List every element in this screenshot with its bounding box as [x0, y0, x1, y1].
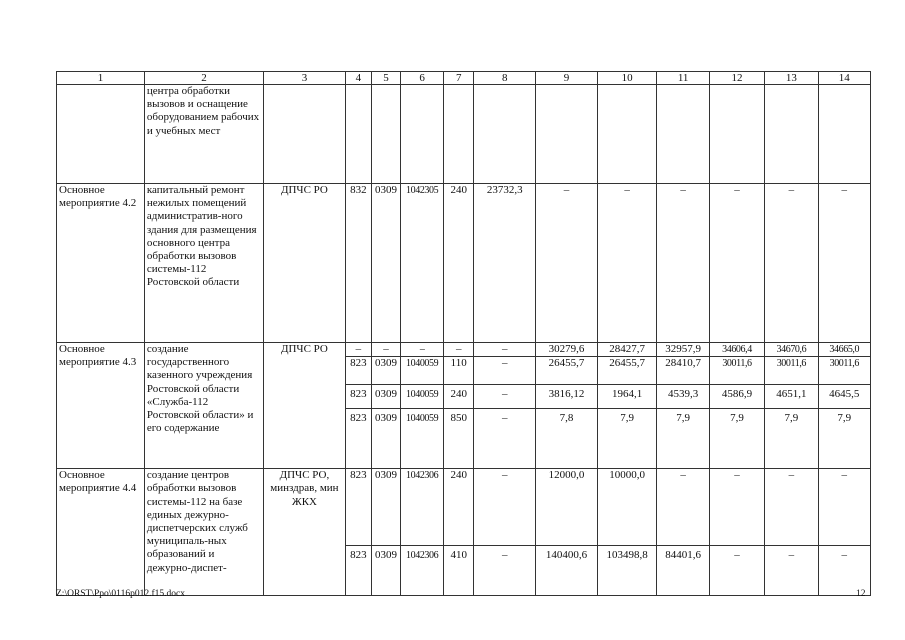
header-cell: 3 — [264, 72, 346, 85]
header-cell: 12 — [709, 72, 764, 85]
header-cell: 6 — [401, 72, 444, 85]
cell: 140400,6 — [536, 546, 598, 596]
cell: 823 — [345, 546, 371, 596]
header-cell: 7 — [444, 72, 474, 85]
document-path: Z:\ORST\Ppo\0116p012.f15.docx — [56, 589, 185, 599]
cell: 7,9 — [818, 409, 870, 469]
cell: – — [401, 343, 444, 357]
cell: 30011,6 — [709, 357, 764, 385]
cell: 1042305 — [401, 184, 444, 343]
table-row — [57, 469, 871, 546]
measure-description: создание центров обработки вызовов системы-112 на базе единых дежурно-диспетчерских служб муниципаль-ных образований и дежурно-диспет- — [144, 469, 263, 596]
cell: 30011,6 — [818, 357, 870, 385]
cell: 1040059 — [401, 409, 444, 469]
cell: 240 — [444, 469, 474, 546]
cell: 4539,3 — [657, 385, 709, 409]
cell: 4586,9 — [709, 385, 764, 409]
cell: 0309 — [371, 546, 400, 596]
cell: 26455,7 — [536, 357, 598, 385]
cell: – — [765, 546, 818, 596]
cell: 110 — [444, 357, 474, 385]
cell: 84401,6 — [657, 546, 709, 596]
cell: – — [818, 546, 870, 596]
cell: – — [709, 546, 764, 596]
cell: 240 — [444, 385, 474, 409]
header-cell: 5 — [371, 72, 400, 85]
cell: 26455,7 — [597, 357, 657, 385]
cell: 1040059 — [401, 385, 444, 409]
cell: 1042306 — [401, 469, 444, 546]
cell: 240 — [444, 184, 474, 343]
cell: 1042306 — [401, 546, 444, 596]
cell: 823 — [345, 385, 371, 409]
header-cell: 2 — [144, 72, 263, 85]
cell: – — [474, 357, 536, 385]
cell: – — [474, 343, 536, 357]
cell: 32957,9 — [657, 343, 709, 357]
header-cell: 1 — [57, 72, 145, 85]
executor: ДПЧС РО — [264, 343, 346, 469]
cell: 0309 — [371, 385, 400, 409]
cell: – — [474, 469, 536, 546]
cell: 823 — [345, 409, 371, 469]
cell: 34665,0 — [818, 343, 870, 357]
measure-name: Основное мероприятие 4.4 — [57, 469, 145, 596]
cell: 850 — [444, 409, 474, 469]
table-row — [57, 343, 871, 357]
cell: – — [709, 469, 764, 546]
cell: – — [765, 469, 818, 546]
measure-description: создание государственного казенного учреждения Ростовской области «Служба-112 Ростовской области» и его содержание — [144, 343, 263, 469]
header-cell: 9 — [536, 72, 598, 85]
cell: 23732,3 — [474, 184, 536, 343]
cell: – — [474, 409, 536, 469]
cell: 1040059 — [401, 357, 444, 385]
executor: ДПЧС РО, минздрав, мин ЖКХ — [264, 469, 346, 596]
cell: 823 — [345, 357, 371, 385]
cell: 0309 — [371, 409, 400, 469]
budget-table — [56, 71, 871, 596]
cell: – — [657, 184, 709, 343]
header-cell: 10 — [597, 72, 657, 85]
header-cell: 8 — [474, 72, 536, 85]
table-row — [57, 184, 871, 343]
cell: 0309 — [371, 469, 400, 546]
cell: 4651,1 — [765, 385, 818, 409]
measure-description: центра обработки вызовов и оснащение оборудованием рабочих и учебных мест — [144, 85, 263, 184]
cell: 832 — [345, 184, 371, 343]
cell: 0309 — [371, 357, 400, 385]
cell: 30279,6 — [536, 343, 598, 357]
cell: – — [818, 184, 870, 343]
cell: – — [597, 184, 657, 343]
cell: 7,8 — [536, 409, 598, 469]
cell: – — [657, 469, 709, 546]
cell: 7,9 — [597, 409, 657, 469]
cell: 410 — [444, 546, 474, 596]
cell: 103498,8 — [597, 546, 657, 596]
header-row — [57, 72, 871, 85]
cell: 4645,5 — [818, 385, 870, 409]
measure-name: Основное мероприятие 4.2 — [57, 184, 145, 343]
cell: 3816,12 — [536, 385, 598, 409]
header-cell: 13 — [765, 72, 818, 85]
cell: 0309 — [371, 184, 400, 343]
measure-name: Основное мероприятие 4.3 — [57, 343, 145, 469]
cell: – — [474, 385, 536, 409]
cell: 7,9 — [765, 409, 818, 469]
cell: – — [709, 184, 764, 343]
cell: 7,9 — [709, 409, 764, 469]
cell: 1964,1 — [597, 385, 657, 409]
cell: 10000,0 — [597, 469, 657, 546]
cell: – — [765, 184, 818, 343]
cell: 823 — [345, 469, 371, 546]
page-number: 12 — [856, 589, 866, 599]
cell: – — [536, 184, 598, 343]
measure-description: капитальный ремонт нежилых помещений административ-ного здания для размещения основного центра обработки вызовов системы-112 Ростовской области — [144, 184, 263, 343]
cell: 28427,7 — [597, 343, 657, 357]
cell: – — [444, 343, 474, 357]
cell: 28410,7 — [657, 357, 709, 385]
cell: – — [371, 343, 400, 357]
cell: – — [818, 469, 870, 546]
table-row — [57, 85, 871, 184]
cell: 30011,6 — [765, 357, 818, 385]
cell: 12000,0 — [536, 469, 598, 546]
header-cell: 14 — [818, 72, 870, 85]
cell: – — [345, 343, 371, 357]
cell: – — [474, 546, 536, 596]
cell: 7,9 — [657, 409, 709, 469]
header-cell: 11 — [657, 72, 709, 85]
cell: 34670,6 — [765, 343, 818, 357]
header-cell: 4 — [345, 72, 371, 85]
cell: 34606,4 — [709, 343, 764, 357]
executor: ДПЧС РО — [264, 184, 346, 343]
